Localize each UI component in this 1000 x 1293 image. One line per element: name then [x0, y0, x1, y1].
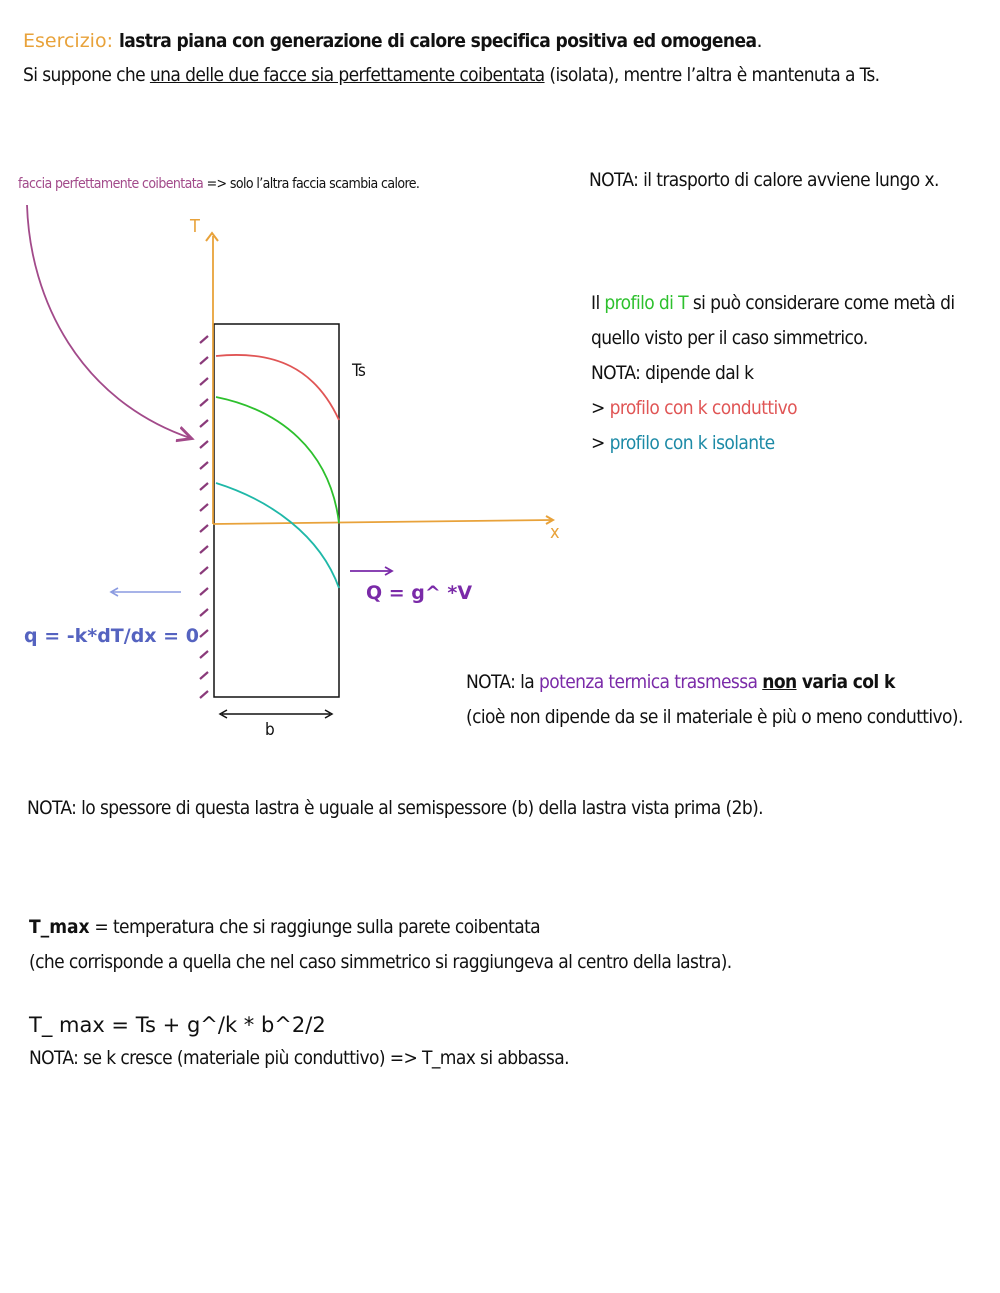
insulated-wall-hatching: [200, 336, 208, 698]
exercise-label: Esercizio:: [23, 30, 113, 52]
power-prefix: NOTA: la: [466, 671, 539, 693]
insulated-face-label: faccia perfettamente coibentata: [18, 176, 204, 192]
power-bold: varia col k: [796, 671, 895, 693]
tmax-bold: T_max: [29, 916, 90, 938]
q-left-formula: q = -k*dT/dx = 0: [24, 625, 199, 647]
tmax-formula: T_ max = Ts + g^/k * b^2/2: [29, 1013, 326, 1037]
profile-note-line-1: [591, 292, 955, 314]
insulated-face-note: [18, 176, 419, 192]
t-axis-arrowhead: [206, 233, 218, 241]
exercise-title: lastra piana con generazione di calore specifica positiva ed omogenea: [119, 30, 757, 52]
power-violet: potenza termica trasmessa: [539, 671, 758, 693]
tmax-definition: [29, 916, 540, 938]
thickness-note: NOTA: lo spessore di questa lastra è uguale al semispessore (b) della lastra vista prima (2b).: [27, 797, 764, 819]
q-right-formula: Q = g^ *V: [366, 582, 473, 604]
tmax-line-2: (che corrisponde a quella che nel caso simmetrico si raggiungeva al centro della lastra).: [29, 951, 732, 973]
profile-insulating-teal: [216, 483, 339, 588]
profile-l1-a: Il: [591, 292, 605, 314]
profile-l1-b: si può considerare come metà di: [688, 292, 955, 314]
profile-red-label: profilo con k conduttivo: [609, 397, 798, 419]
ts-label: Ts: [352, 361, 366, 381]
profile-generic-green: [216, 397, 339, 523]
power-note-line-1: [466, 671, 895, 693]
power-non: non: [762, 671, 797, 693]
profile-l1-green: profilo di T: [604, 292, 689, 314]
profile-teal-label: profilo con k isolante: [609, 432, 775, 454]
profile-note-teal-item: [591, 432, 775, 454]
exercise-title-end: .: [756, 30, 763, 52]
pink-curved-arrow: [27, 205, 190, 438]
tmax-k-note: NOTA: se k cresce (materiale più conduttivo) => T_max si abbassa.: [29, 1047, 569, 1069]
line2-suffix: (isolata), mentre l’altra è mantenuta a Ts.: [544, 64, 880, 86]
profile-note-line-2: quello visto per il caso simmetrico.: [591, 327, 868, 349]
note-transport: NOTA: il trasporto di calore avviene lungo x.: [589, 169, 939, 191]
tmax-def: = temperatura che si raggiunge sulla parete coibentata: [89, 916, 541, 938]
profile-conductive-red: [216, 355, 339, 420]
line2-underlined: una delle due facce sia perfettamente coibentata: [149, 64, 545, 86]
power-note-line-2: (cioè non dipende da se il materiale è più o meno conduttivo).: [466, 706, 963, 728]
b-label: b: [265, 720, 275, 740]
profile-bullet-1: >: [591, 397, 610, 419]
axis-t-label: T: [190, 216, 200, 237]
profile-note-red-item: [591, 397, 797, 419]
profile-bullet-2: >: [591, 432, 610, 454]
x-axis: [213, 520, 552, 524]
axis-x-label: x: [550, 522, 559, 543]
line2-prefix: Si suppone che: [23, 64, 150, 86]
profile-note-line-3: NOTA: dipende dal k: [591, 362, 754, 384]
insulated-face-rest: => solo l’altra faccia scambia calore.: [203, 176, 420, 192]
